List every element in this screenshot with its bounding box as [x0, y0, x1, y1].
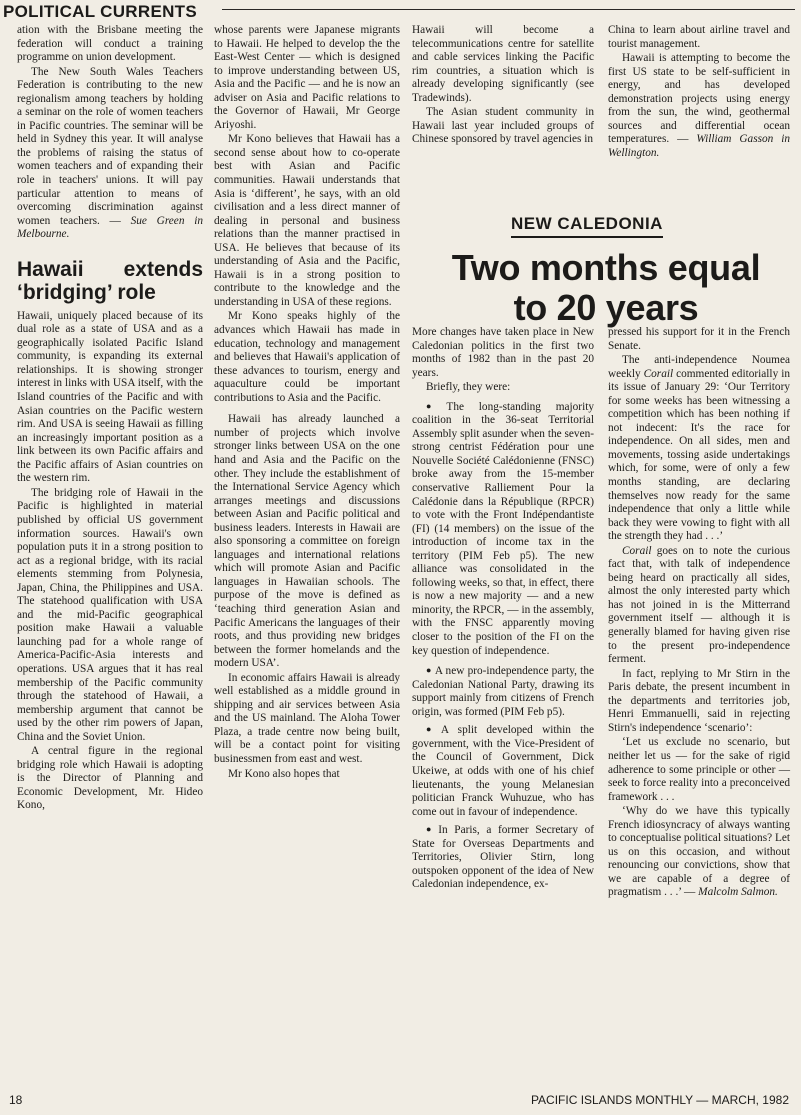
- paragraph: Hawaii, uniquely placed because of its dual role as a state of USA and as a geographically isolated Pacific Island community, is expanding its external relationships. It is showing stronger interest in links with USA itself, with the Island countries of the Pacific and with Asian countries on the Pacific western rim. And USA is seeing Hawaii as filling an increasingly important position as a link between its own Pacific affairs and the Pacific affairs of Asian countries on the western rim.: [17, 309, 203, 485]
- paragraph: ation with the Brisbane meeting the federation will conduct a training programme on union development.: [17, 24, 203, 64]
- paragraph: More changes have taken place in New Caledonian politics in the first two months of 1982 than in the past 20 years.: [412, 326, 594, 379]
- paragraph: China to learn about airline travel and tourist management.: [608, 24, 790, 50]
- paragraph-text: The long-standing majority coalition in the 36-seat Territorial Assembly split asunder when the seven-strong centrist Fédération pour une Nouvelle Société Calédonienne (FNSC) broke away from the 15-member conservative Ralliement Pour la Calédonie dans la République (RPCR) to vote with the Front Indépendantiste (FI) (14 members) on the issue of the introduction of income tax in the territory (PIM Feb p5). The new alliance was consolidated in the following weeks, so that, in effect, there is now a new majority — and a new minority, the RPCR, — in the assembly, with the FNSC apparently moving closer to the position of the FI on the key question of independence.: [412, 400, 594, 657]
- paragraph-text: commented editorially in its issue of January 29: ‘Our Territory for some weeks has been witnessing a competition which has been nothing if not indecent: It's the race for independence. On all sides, men and movements, tossing aside undertakings which, for some, were of only a few months standing, are declaring themselves now ready for the same independence that only a little while back they were vowing to fight with all the strength they had . . .’: [608, 367, 790, 543]
- paragraph-text: The New South Wales Teachers Federation is contributing to the new regionalism among teachers by holding a seminar on the role of women teachers in Pacific countries. The seminar will be held in Sydney this year. It will analyse the problems of raising the status of women teachers and of expanding their role in teachers' unions. It will pay particular attention to means of overcoming discrimination against women teachers. —: [17, 65, 203, 227]
- byline: Malcolm Salmon.: [698, 886, 778, 899]
- paragraph-text: In Paris, a former Secretary of State for Overseas Departments and Territories, Olivier Stirn, long outspoken opponent of the idea of New Caledonian independence, ex-: [412, 824, 595, 891]
- paragraph: Mr Kono speaks highly of the advances which Hawaii has made in education, technology and management and believes that Hawaii's application of these advances to tourism, energy and aquaculture could be important contributions to Asia and the Pacific.: [214, 310, 400, 404]
- bullet-icon: ●: [426, 824, 436, 835]
- publication-name: Corail: [622, 544, 652, 557]
- section-rule: [222, 9, 795, 10]
- paragraph: [608, 545, 790, 667]
- column-3-bottom: [412, 326, 594, 892]
- paragraph: [608, 805, 790, 900]
- paragraph: Hawaii will become a telecommunications centre for satellite and cable services linking the Pacific rim countries, a situation which is already developing significantly (see Tradewinds).: [412, 24, 594, 104]
- headline-line-2: to 20 years: [513, 287, 699, 328]
- column-1: [17, 24, 203, 813]
- bullet-icon: ●: [426, 400, 444, 411]
- paragraph: Hawaii has already launched a number of projects which involve stronger links between USA on the one hand and Asia and the Pacific on the other. They include the establishment of the International Service Agency which arranges meetings and discussions between Asian and Pacific political and business leaders. Interests in Hawaii are also sponsoring a committee on foreign languages and international relations which will promote Asian and Pacific languages in Hawaiian schools. The purpose of the move is defined as ‘teaching third generation Asian and Pacific Americans the languages of their roots, and thus providing new bridges between the former homelands and the modern USA’.: [214, 413, 400, 670]
- paragraph: The Asian student community in Hawaii last year included groups of Chinese sponsored by travel agencies in: [412, 106, 594, 146]
- paragraph: A central figure in the regional bridging role which Hawaii is adopting is the Director of Planning and Economic Development, Mr. Hideo Kono,: [17, 745, 203, 812]
- byline: Sue Green in Melbourne.: [17, 214, 203, 241]
- page-number: 18: [9, 1093, 23, 1107]
- paragraph-text: The anti-independence Noumea weekly: [608, 354, 790, 380]
- bullet-paragraph: [412, 823, 594, 892]
- paragraph: ‘Let us exclude no scenario, but neither let us — for the sake of rigid adherence to some principle or other — seek to force reality into a preconceived framework . . .: [608, 736, 790, 803]
- paragraph: [608, 52, 790, 160]
- new-caledonia-headline: [420, 248, 792, 328]
- bullet-icon: ●: [426, 724, 438, 735]
- bullet-paragraph: [412, 723, 594, 819]
- bullet-paragraph: [412, 400, 594, 658]
- paragraph-text: A split developed within the government, with the Vice-President of the Council of Government, Dick Ukeiwe, at odds with one of his chief lieutenants, the young Melanesian politician Franck Wuhuzue, who has come out in favour of independence.: [412, 724, 595, 818]
- paragraph-text: ‘Why do we have this typically French idiosyncracy of always wanting to conceptualise political situations? Let us on this occasion, and without renouncing our convictions, show that we are capable of a degree of pragmatism . . .’ —: [608, 805, 790, 899]
- paragraph: In economic affairs Hawaii is already well established as a middle ground in shipping and air services between Asia and the US mainland. The Aloha Tower Plaza, a trade centre now being built, will be a contact point for visiting businessmen from east and west.: [214, 671, 400, 765]
- new-caledonia-label: NEW CALEDONIA: [511, 214, 663, 233]
- paragraph: [17, 66, 203, 242]
- byline: William Gasson in Wellington.: [608, 133, 790, 159]
- paragraph-text: goes on to note the curious fact that, with talk of independence being heard on practically all sides, almost the only interested party which has not joined in is the Mitterrand government itself — although it is generally blamed for having given rise to the present pro-independence ferment.: [608, 544, 791, 666]
- column-4-bottom: [608, 326, 790, 900]
- hawaii-headline: Hawaii extends ‘bridging’ role: [17, 257, 203, 304]
- paragraph: In fact, replying to Mr Stirn in the Paris debate, the present incumbent in the departments and territories job, Henri Emmanuelli, said in rejecting Stirn's independence ‘scenario’:: [608, 667, 790, 734]
- column-3-top: [412, 24, 594, 147]
- bullet-icon: ●: [426, 665, 432, 676]
- paragraph: Mr Kono also hopes that: [228, 767, 340, 780]
- column-2: [214, 24, 400, 781]
- paragraph: Briefly, they were:: [426, 381, 511, 394]
- paragraph-text: A new pro-independence party, the Caledonian National Party, drawing its support mainly from citizens of French origin, was formed (PIM Feb p5).: [412, 665, 594, 718]
- section-title: POLITICAL CURRENTS: [3, 2, 197, 21]
- paragraph: whose parents were Japanese migrants to Hawaii. He helped to develop the the East-West Center — which is designed to improve understanding between US, Asia and the Pacific — and he is now an adviser on Asia and Pacific relations to the Governor of Hawaii, Mr George Ariyoshi.: [214, 24, 400, 131]
- paragraph: Mr Kono believes that Hawaii has a second sense about how to co-operate best with Asian and Pacific communities. Hawaii understands that Asia is ‘different’, he says, with an old civilisation and a less direct manner of dealing in personal and business relations than the manner practised in USA. He believes that because of its understanding of Asia and the Pacific, Hawaii is in a strong position to contribute to the knowledge and the understanding in USA of these regions.: [214, 133, 400, 308]
- new-caledonia-underline: [511, 236, 663, 238]
- publication-footer: PACIFIC ISLANDS MONTHLY — MARCH, 1982: [530, 1093, 789, 1107]
- headline-line-1: Two months equal: [451, 247, 761, 288]
- column-4-top: [608, 24, 790, 160]
- publication-name: Corail: [643, 367, 674, 380]
- paragraph-text: Hawaii is attempting to become the first US state to be self-sufficient in energy, and has developed demonstration projects using energy from the sun, the wind, geothermal sources and differential ocean temperatures. —: [608, 52, 790, 146]
- bullet-paragraph: [412, 664, 594, 719]
- paragraph: [608, 354, 790, 544]
- paragraph: The bridging role of Hawaii in the Pacific is highlighted in material published by official US government information sources. Hawaii's own population puts it in a strong position to act as a regional bridge, with its racial elements stemming from Polynesia, Japan, China, the Philippines and USA. The statehood qualification with USA and the mid-Pacific geographical position make Hawaii a valuable launching pad for a whole range of America-Pacific-Asia interests and operations. USA argues that it has real membership of the Pacific community through the statehood of Hawaii, a membership argument that cannot be used by the other rim powers of Japan, China and the Soviet Union.: [17, 486, 203, 743]
- paragraph: pressed his support for it in the French Senate.: [608, 326, 790, 352]
